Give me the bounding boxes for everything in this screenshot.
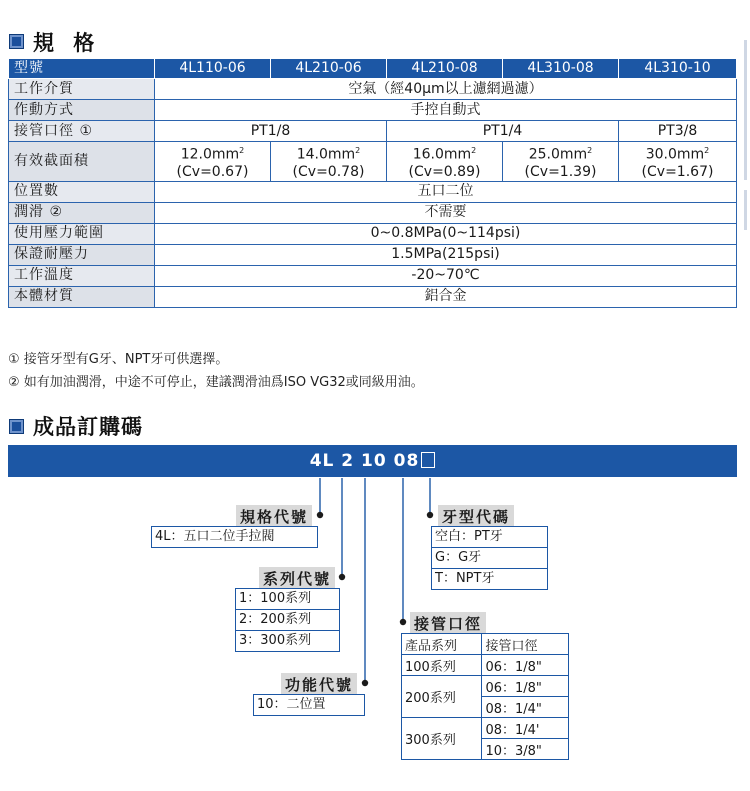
row-label: 有效截面積 xyxy=(9,142,155,182)
row-value: PT1/4 xyxy=(387,121,619,142)
note-2: ② 如有加油潤滑，中途不可停止，建議潤滑油爲ISO VG32或同級用油。 xyxy=(8,375,424,390)
list-item: 10：二位置 xyxy=(257,697,326,712)
port-cell: 10：3/8" xyxy=(482,739,569,760)
port-cell: 08：1/4" xyxy=(482,697,569,718)
row-value: PT1/8 xyxy=(155,121,387,142)
spec-code-tag: 規格代號 xyxy=(236,505,312,528)
order-code: 4L 2 10 08 xyxy=(309,451,420,471)
connector-dot xyxy=(317,512,323,518)
list-item: G：G牙 xyxy=(432,547,547,568)
port-code-table xyxy=(401,633,569,760)
area-cell: $30.0mm^2$ (Cv=1.67) xyxy=(619,142,737,182)
row-value: 1.5MPa(215psi) xyxy=(155,244,737,265)
series-cell: 200系列 xyxy=(402,676,482,718)
connector-dot xyxy=(339,574,345,580)
row-label: 潤滑 ② xyxy=(9,202,155,223)
spec-title: 規 格 xyxy=(33,31,101,55)
spec-code-box xyxy=(151,526,318,548)
connector-dot xyxy=(362,680,368,686)
connector-dot xyxy=(427,512,433,518)
row-value: PT3/8 xyxy=(619,121,737,142)
series-cell: 100系列 xyxy=(402,655,482,676)
connector-dot xyxy=(400,619,406,625)
row-label: 作動方式 xyxy=(9,100,155,121)
row-value: -20~70℃ xyxy=(155,265,737,286)
list-item: T：NPT牙 xyxy=(432,568,547,589)
table-row xyxy=(402,676,569,697)
model-cell: 4L210-08 xyxy=(387,59,503,79)
model-cell: 4L210-06 xyxy=(271,59,387,79)
area-cell: $14.0mm^2$ (Cv=0.78) xyxy=(271,142,387,182)
order-title: 成品訂購碼 xyxy=(33,415,143,439)
row-label: 工作溫度 xyxy=(9,265,155,286)
thread-code-box xyxy=(431,526,548,590)
area-cell: $25.0mm^2$ (Cv=1.39) xyxy=(503,142,619,182)
list-item: 4L：五口二位手拉閥 xyxy=(155,529,275,544)
row-value: 鋁合金 xyxy=(155,286,737,307)
row-label: 保證耐壓力 xyxy=(9,244,155,265)
header-cell: 產品系列 xyxy=(402,634,482,655)
row-value: 0~0.8MPa(0~114psi) xyxy=(155,223,737,244)
port-cell: 06：1/8" xyxy=(482,676,569,697)
series-code-box xyxy=(235,588,340,652)
model-label: 型號 xyxy=(9,59,155,79)
row-label: 接管口徑 ① xyxy=(9,121,155,142)
row-value: 五口二位 xyxy=(155,181,737,202)
row-label: 使用壓力範圍 xyxy=(9,223,155,244)
list-item: 1：100系列 xyxy=(239,591,312,606)
function-code-box xyxy=(253,694,365,716)
series-code-tag: 系列代號 xyxy=(259,567,335,590)
port-cell: 08：1/4' xyxy=(482,718,569,739)
list-item: 空白：PT牙 xyxy=(435,529,503,544)
thread-code-tag: 牙型代碼 xyxy=(438,505,514,528)
model-cell: 4L110-06 xyxy=(155,59,271,79)
row-label: 本體材質 xyxy=(9,286,155,307)
row-label: 工作介質 xyxy=(9,79,155,100)
list-item: 2：200系列 xyxy=(236,609,339,630)
row-label: 位置數 xyxy=(9,181,155,202)
table-row xyxy=(402,655,569,676)
model-cell: 4L310-08 xyxy=(503,59,619,79)
table-row xyxy=(402,718,569,739)
note-1: ① 接管牙型有G牙、NPT牙可供選擇。 xyxy=(8,352,229,367)
area-cell: $12.0mm^2$ (Cv=0.67) xyxy=(155,142,271,182)
row-value: 空氣（經40μm以上濾網過濾） xyxy=(155,79,737,100)
area-cell: $16.0mm^2$ (Cv=0.89) xyxy=(387,142,503,182)
row-value: 不需要 xyxy=(155,202,737,223)
list-item: 3：300系列 xyxy=(236,630,339,651)
model-cell: 4L310-10 xyxy=(619,59,737,79)
table-row xyxy=(402,634,569,655)
series-cell: 300系列 xyxy=(402,718,482,760)
header-cell: 接管口徑 xyxy=(482,634,569,655)
port-code-tag: 接管口徑 xyxy=(410,612,486,635)
port-cell: 06：1/8" xyxy=(482,655,569,676)
row-value: 手控自動式 xyxy=(155,100,737,121)
function-code-tag: 功能代號 xyxy=(281,673,357,696)
